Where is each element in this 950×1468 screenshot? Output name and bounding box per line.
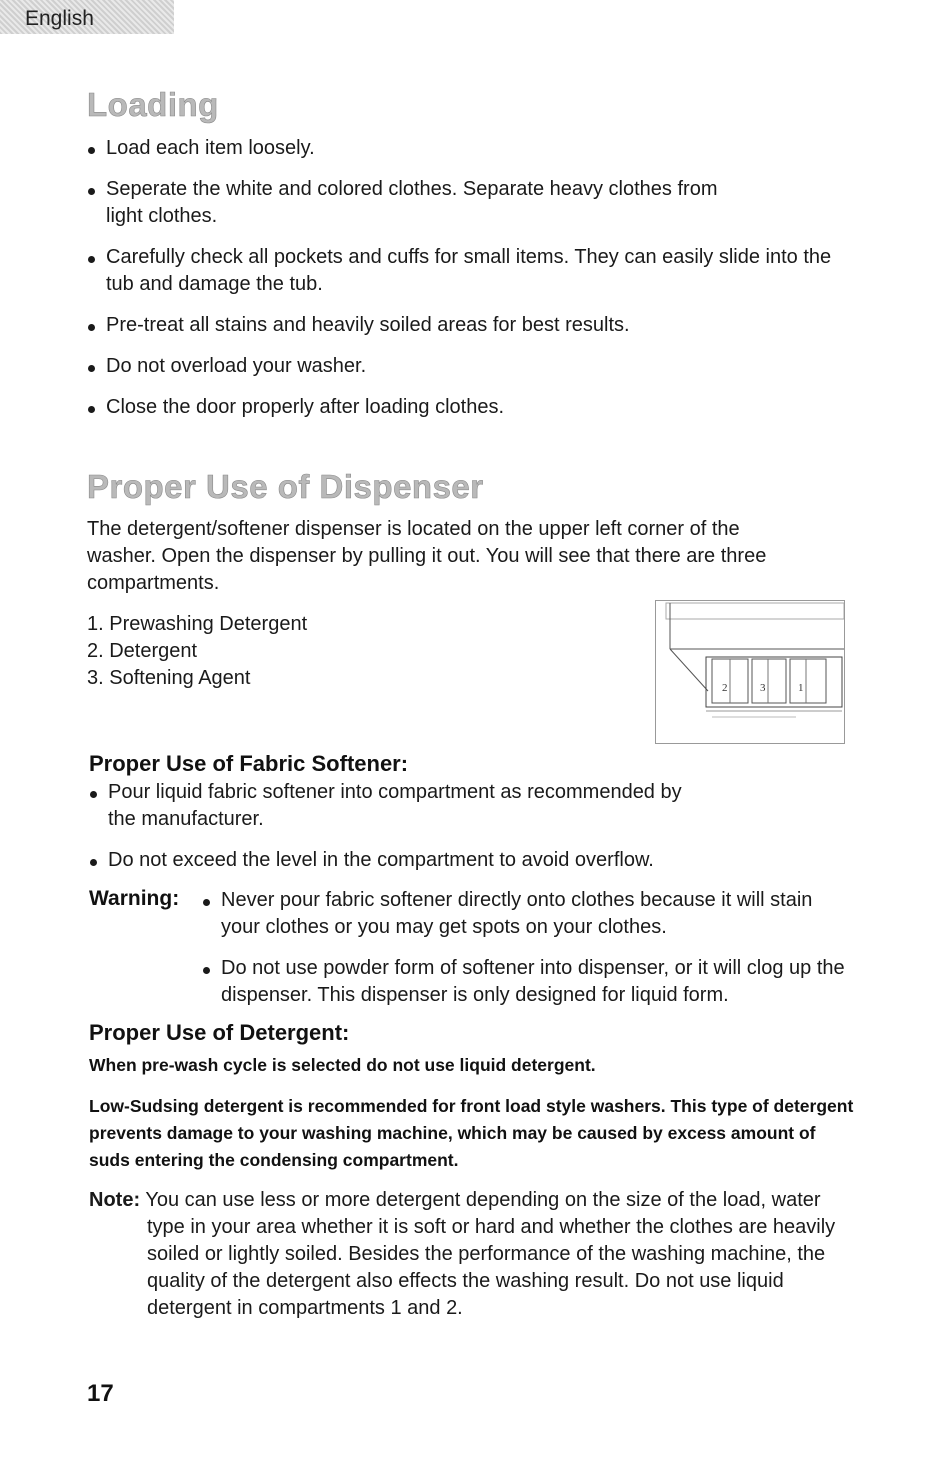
detergent-note bbox=[89, 1187, 859, 1322]
page-number: 17 bbox=[87, 1380, 114, 1407]
detergent-prewash-note: When pre-wash cycle is selected do not use liquid detergent. bbox=[89, 1055, 596, 1075]
note-label: Note: bbox=[89, 1189, 141, 1211]
figure-label: 1 bbox=[798, 682, 804, 694]
detergent-heading: Proper Use of Detergent: bbox=[89, 1020, 350, 1045]
list-item: Close the door properly after loading clothes. bbox=[87, 394, 857, 421]
list-item: Do not overload your washer. bbox=[87, 353, 857, 380]
fabric-softener-bullets bbox=[89, 779, 709, 888]
figure-label: 3 bbox=[760, 682, 766, 694]
warning-label: Warning: bbox=[89, 887, 180, 910]
list-item: 1. Prewashing Detergent bbox=[87, 613, 308, 635]
list-item: Do not use powder form of softener into dispenser, or it will clog up the dispenser. This dispenser is only designed for liquid form. bbox=[202, 955, 861, 1009]
list-item: Pre-treat all stains and heavily soiled areas for best results. bbox=[87, 312, 857, 339]
figure-label: 2 bbox=[722, 682, 728, 694]
dispenser-drawing bbox=[656, 601, 844, 743]
list-item: Do not exceed the level in the compartment to avoid overflow. bbox=[89, 847, 709, 874]
list-item: Carefully check all pockets and cuffs for small items. They can easily slide into the tub and damage the tub. bbox=[87, 244, 857, 298]
list-item: 2. Detergent bbox=[87, 640, 198, 662]
loading-bullet-list bbox=[87, 135, 857, 435]
detergent-low-sudsing: Low-Sudsing detergent is recommended for front load style washers. This type of detergent prevents damage to your washing machine, which may be caused by excess amount of suds entering the condensing compartment. bbox=[89, 1096, 854, 1170]
list-item: Pour liquid fabric softener into compartment as recommended by the manufacturer. bbox=[89, 779, 709, 833]
list-item: Never pour fabric softener directly onto clothes because it will stain your clothes or you may get spots on your clothes. bbox=[202, 887, 852, 941]
dispenser-intro: The detergent/softener dispenser is located on the upper left corner of the washer. Open the dispenser by pulling it out. You will see that there are three compartments. bbox=[87, 518, 767, 594]
note-text: You can use less or more detergent depending on the size of the load, water type in your area whether it is soft or hard and whether the clothes are heavily soiled or lightly soiled. Besides the performance of the washing machine, the quality of the detergent also effects the washing result. Do not use liquid detergent in compartments 1 and 2. bbox=[145, 1189, 836, 1319]
loading-title: Loading bbox=[87, 86, 219, 123]
fabric-softener-heading: Proper Use of Fabric Softener: bbox=[89, 751, 409, 776]
list-item: Load each item loosely. bbox=[87, 135, 857, 162]
list-item: 3. Softening Agent bbox=[87, 667, 251, 689]
language-tab: English bbox=[0, 0, 174, 34]
list-item: Seperate the white and colored clothes. Separate heavy clothes from light clothes. bbox=[87, 176, 746, 230]
warning-list bbox=[202, 887, 852, 1023]
compartment-list bbox=[87, 611, 387, 692]
dispenser-figure bbox=[655, 600, 845, 744]
dispenser-title: Proper Use of Dispenser bbox=[87, 468, 484, 505]
